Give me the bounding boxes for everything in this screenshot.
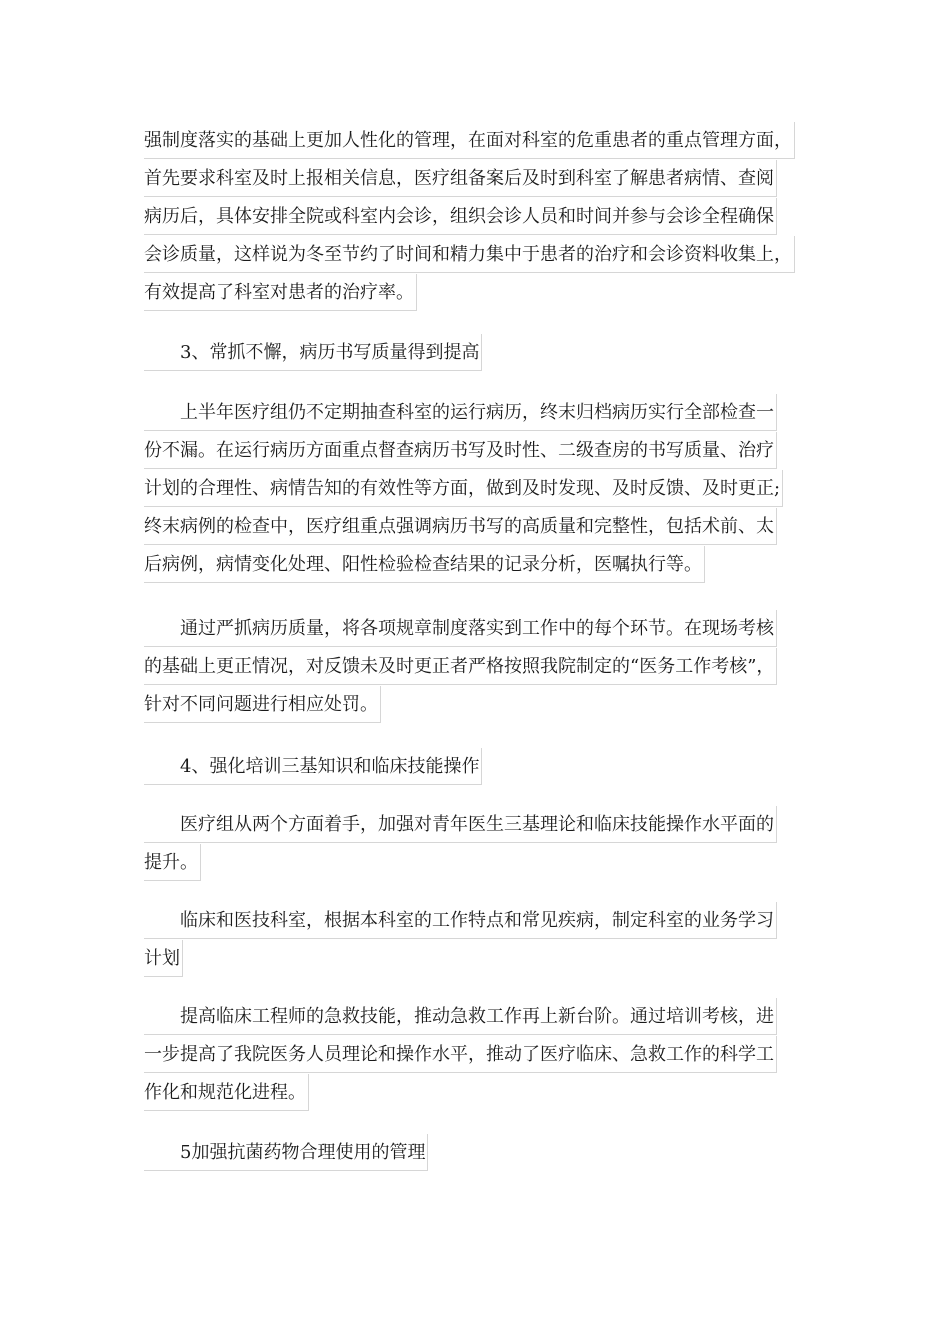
text-line: 计划的合理性、病情告知的有效性等方面，做到及时发现、及时反馈、及时更正; bbox=[144, 470, 824, 508]
text-line: 首先要求科室及时上报相关信息，医疗组备案后及时到科室了解患者病情、查阅 bbox=[144, 160, 824, 198]
heading-line: 3、常抓不懈，病历书写质量得到提高 bbox=[144, 334, 824, 372]
section-heading-4 bbox=[144, 748, 824, 786]
text-line: 上半年医疗组仍不定期抽查科室的运行病历，终末归档病历实行全部检查一 bbox=[144, 394, 824, 432]
text-line: 提高临床工程师的急救技能，推动急救工作再上新台阶。通过培训考核，进 bbox=[144, 998, 824, 1036]
text-line: 后病例，病情变化处理、阳性检验检查结果的记录分析，医嘱执行等。 bbox=[144, 546, 824, 584]
text-line: 病历后，具体安排全院或科室内会诊，组织会诊人员和时间并参与会诊全程确保 bbox=[144, 198, 824, 236]
section-heading-3 bbox=[144, 334, 824, 372]
text-line: 份不漏。在运行病历方面重点督查病历书写及时性、二级查房的书写质量、治疗 bbox=[144, 432, 824, 470]
text-line: 会诊质量，这样说为冬至节约了时间和精力集中于患者的治疗和会诊资料收集上， bbox=[144, 236, 824, 274]
paragraph-emergency-skills bbox=[144, 998, 824, 1112]
text-line: 针对不同问题进行相应处罚。 bbox=[144, 686, 824, 724]
text-line: 一步提高了我院医务人员理论和操作水平，推动了医疗临床、急救工作的科学工 bbox=[144, 1036, 824, 1074]
text-line: 通过严抓病历质量，将各项规章制度落实到工作中的每个环节。在现场考核 bbox=[144, 610, 824, 648]
text-line: 的基础上更正情况，对反馈未及时更正者严格按照我院制定的“医务工作考核”， bbox=[144, 648, 824, 686]
text-line: 计划 bbox=[144, 940, 824, 978]
section-heading-5 bbox=[144, 1134, 824, 1172]
heading-line: 4、强化培训三基知识和临床技能操作 bbox=[144, 748, 824, 786]
text-line: 提升。 bbox=[144, 844, 824, 882]
text-line: 有效提高了科室对患者的治疗率。 bbox=[144, 274, 824, 312]
heading-line: 5加强抗菌药物合理使用的管理 bbox=[144, 1134, 824, 1172]
paragraph-training-approach bbox=[144, 806, 824, 882]
paragraph-critical-patient-management bbox=[144, 122, 824, 312]
paragraph-department-study-plan bbox=[144, 902, 824, 978]
text-line: 医疗组从两个方面着手，加强对青年医生三基理论和临床技能操作水平面的 bbox=[144, 806, 824, 844]
text-line: 临床和医技科室，根据本科室的工作特点和常见疾病，制定科室的业务学习 bbox=[144, 902, 824, 940]
paragraph-medical-record-inspection bbox=[144, 394, 824, 584]
text-line: 作化和规范化进程。 bbox=[144, 1074, 824, 1112]
text-line: 终末病例的检查中，医疗组重点强调病历书写的高质量和完整性，包括术前、太 bbox=[144, 508, 824, 546]
paragraph-record-quality-assessment bbox=[144, 610, 824, 724]
text-line: 强制度落实的基础上更加人性化的管理，在面对科室的危重患者的重点管理方面， bbox=[144, 122, 824, 160]
